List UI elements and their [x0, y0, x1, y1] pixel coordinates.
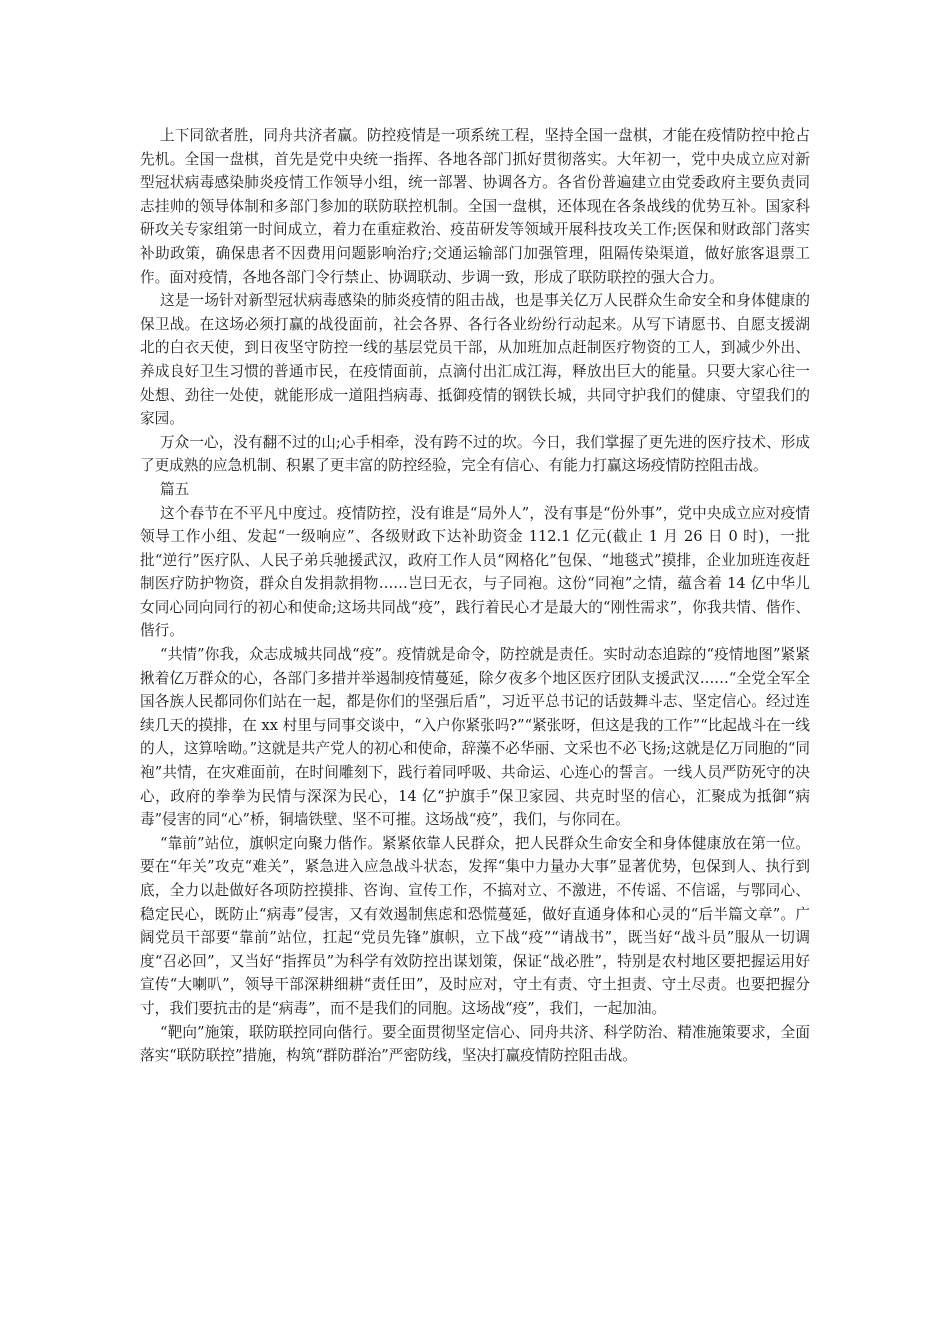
paragraph-targeted-measures: “靶向”施策，联防联控同向偕行。要全面贯彻坚定信心、同舟共济、科学防治、精准施策要求，全面落实“联防联控”措施，构筑“群防群治”严密防线，坚决打赢疫情防控阻击战。 — [140, 1023, 810, 1065]
paragraph-forward-position: “靠前”站位，旗帜定向聚力偕作。紧紧依靠人民群众，把人民群众生命安全和身体健康放在第一位。要在“年关”攻克“难关”，紧急进入应急战斗状态，发挥“集中力量办大事”显著优势，包保到人、执行到底，全力以赴做好各项防控摸排、咨询、宣传工作，不搞对立、不激进，不传谣、不信谣，与鄂同心、稳定民心，既防止“病毒”侵害，又有效遏制焦虑和恐慌蔓延，做好直通身体和心灵的“后半篇文章”。广阔党员干部要“靠前”站位，扛起“党员先锋”旗帜，立下战“疫”“请战书”，既当好“战斗员”服从一切调度“召必回”，又当好“指挥员”为科学有效防控出谋划策，保证“战必胜”，特别是农村地区要把握运用好宣传“大喇叭”，领导干部深耕细耕“责任田”，及时应对，守土有责、守土担责、守土尽责。也要把握分寸，我们要抗击的是“病毒”，而不是我们的同胞。这场战“疫”，我们，一起加油。 — [140, 834, 810, 1017]
section-title: 篇五 — [160, 480, 190, 498]
paragraph-confidence: 万众一心，没有翻不过的山;心手相牵，没有跨不过的坎。今日，我们掌握了更先进的医疗技术、形成了更成熟的应急机制、积累了更丰富的防控经验，完全有信心、有能力打赢这场疫情防控阻击战。 — [140, 433, 810, 475]
paragraph-unity: 上下同欲者胜，同舟共济者赢。防控疫情是一项系统工程，坚持全国一盘棋，才能在疫情防控中抢占先机。全国一盘棋，首先是党中央统一指挥、各地各部门抓好贯彻落实。大年初一，党中央成立应对新型冠状病毒感染肺炎疫情工作领导小组，统一部署、协调各方。各省份普遍建立由党委政府主要负责同志挂帅的领导体制和多部门参加的联防联控机制。全国一盘棋，还体现在各条战线的优势互补。国家科研攻关专家组第一时间成立，着力在重症救治、疫苗研发等领域开展科技攻关工作;医保和财政部门落实补助政策，确保患者不因费用问题影响治疗;交通运输部门加强管理，阻隔传染渠道，做好旅客退票工作。面对疫情，各地各部门令行禁止、协调联动、步调一致，形成了联防联控的强大合力。 — [140, 127, 810, 286]
paragraph-empathy: “共情”你我，众志成城共同战“疫”。疫情就是命令，防控就是责任。实时动态追踪的“疫情地图”紧紧揪着亿万群众的心，各部门多措并举遏制疫情蔓延，除夕夜多个地区医疗团队支援武汉……“全党全军全国各族人民都同你们站在一起，都是你们的坚强后盾”，习近平总书记的话鼓舞斗志、坚定信心。经过连续几天的摸排，在 xx 村里与同事交谈中，“入户你紧张吗?”“紧张呀，但这是我的工作”“比起战斗在一线的人，这算啥呦。”这就是共产党人的初心和使命，辞藻不必华丽、文采也不必飞扬;这就是亿万同胞的“同袍”共情，在灾难面前，在时间雕刻下，践行着同呼吸、共命运、心连心的誓言。一线人员严防死守的决心，政府的拳拳为民情与深深为民心，14 亿“护旗手”保卫家园、共克时坚的信心，汇聚成为抵御“病毒”侵害的同“心”桥，铜墙铁壁、坚不可摧。这场战“疫”，我们，与你同在。 — [140, 646, 810, 829]
paragraph-battle: 这是一场针对新型冠状病毒感染的肺炎疫情的阻击战，也是事关亿万人民群众生命安全和身体健康的保卫战。在这场必须打赢的战役面前，社会各界、各行各业纷纷行动起来。从写下请愿书、自愿支援湖北的白衣天使，到日夜坚守防控一线的基层党员干部，从加班加点赶制医疗物资的工人，到减少外出、养成良好卫生习惯的普通市民，在疫情面前，点滴付出汇成江海，释放出巨大的能量。只要大家心往一处想、劲往一处使，就能形成一道阻挡病毒、抵御疫情的钢铁长城，共同守护我们的健康、守望我们的家园。 — [140, 292, 810, 428]
document-page — [140, 124, 810, 1068]
paragraph-spring-festival: 这个春节在不平凡中度过。疫情防控，没有谁是“局外人”，没有事是“份外事”，党中央成立应对疫情领导工作小组、发起“一级响应”、各级财政下达补助资金 112.1 亿元(截止 1 月 26 日 0 时)，一批批“逆行”医疗队、人民子弟兵驰援武汉，政府工作人员“网格化”包保、“地毯式”摸排，企业加班连夜赶制医疗防护物资，群众自发捐款捐物……岂曰无衣，与子同袍。这份“同袍”之情，蕴含着 14 亿中华儿女同心同向同行的初心和使命;这场共同战“疫”，践行着民心才是最大的“刚性需求”，你我共情、偕作、偕行。 — [140, 504, 810, 640]
